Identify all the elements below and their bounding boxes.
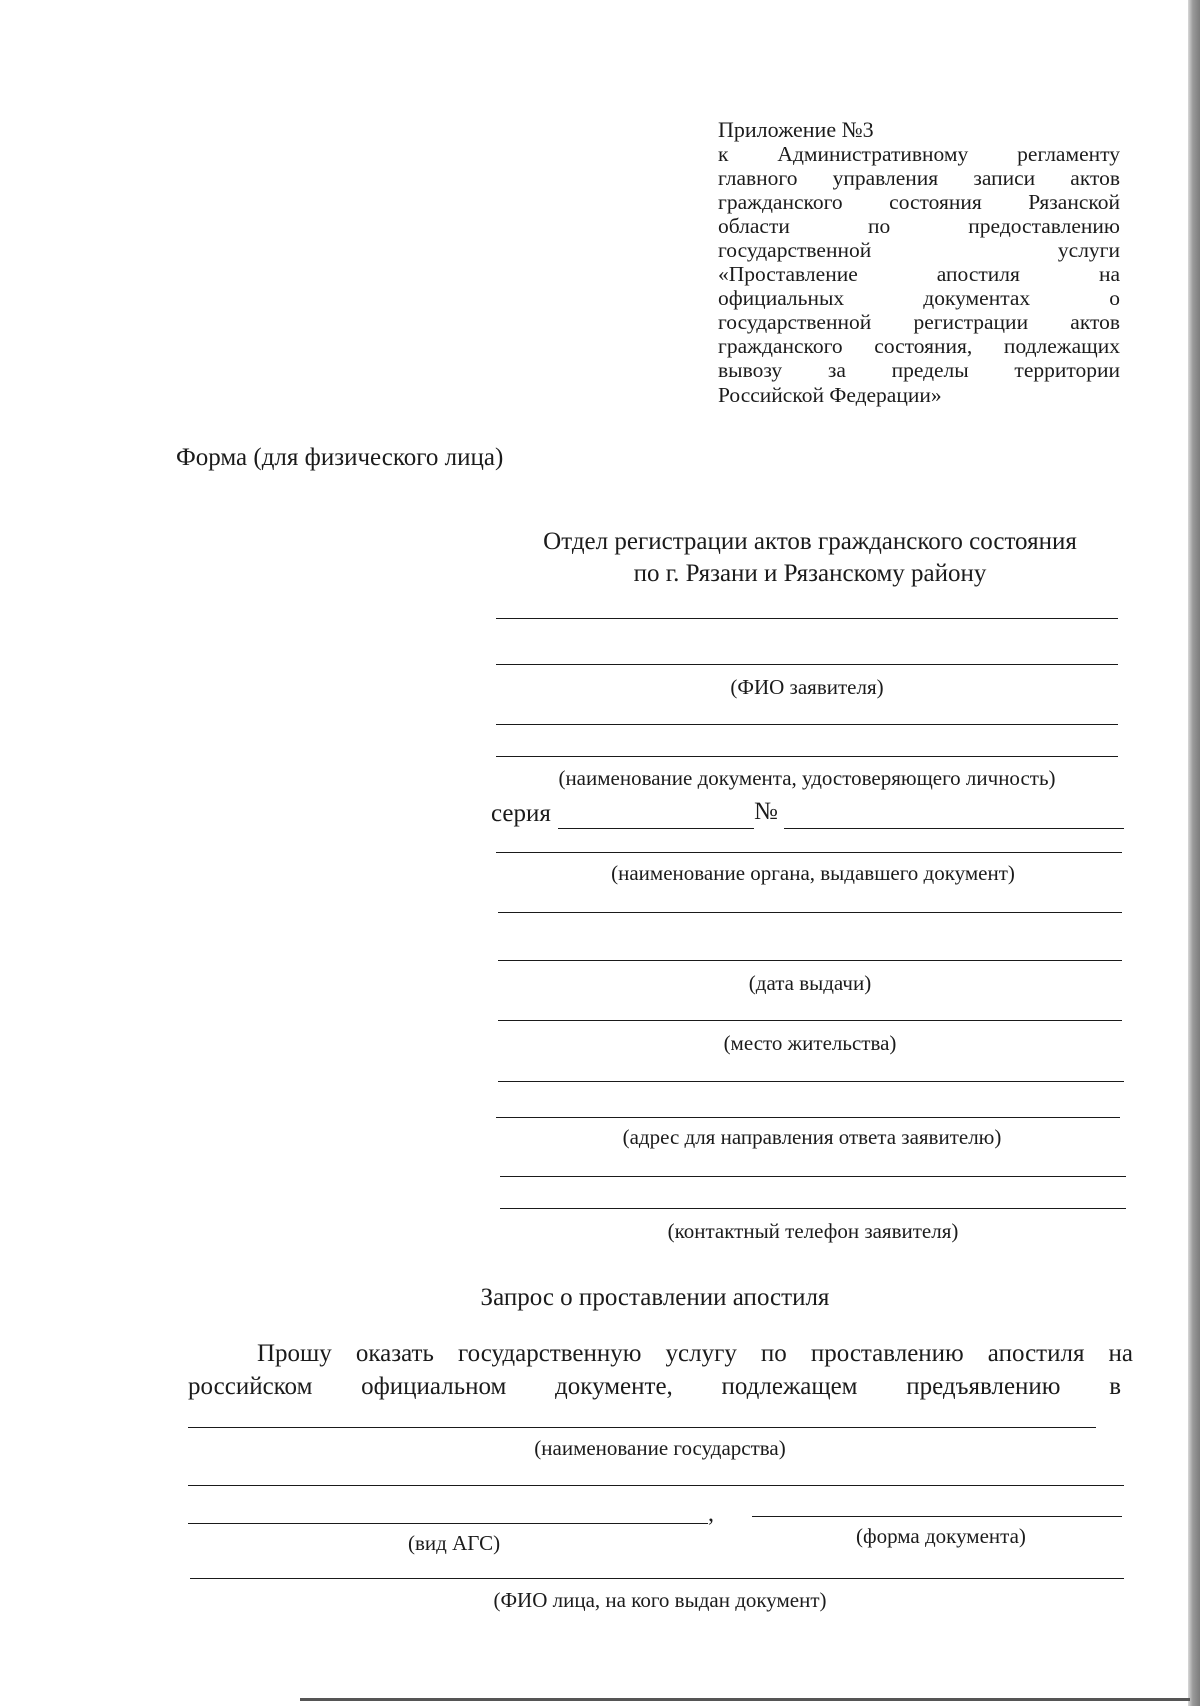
issue-date-caption: (дата выдачи) xyxy=(748,971,872,995)
appendix-line: официальных документах о xyxy=(718,286,1120,310)
phone-caption: (контактный телефон заявителя) xyxy=(667,1219,959,1243)
appendix-line: государственной регистрации актов xyxy=(718,310,1120,334)
applicant-line[interactable] xyxy=(496,664,1118,665)
residence-caption: (место жительства) xyxy=(723,1031,897,1055)
appendix-line: к Административному регламенту xyxy=(718,142,1120,166)
request-para-line-1: Прошу оказать государственную услугу по проставлению апостиля на xyxy=(257,1340,1133,1367)
comma-separator: , xyxy=(708,1501,714,1527)
ags-caption: (вид АГС) xyxy=(408,1531,501,1555)
id-doc-line[interactable] xyxy=(496,756,1118,757)
recipient-line-2: по г. Рязани и Рязанскому району xyxy=(633,560,987,587)
request-heading: Запрос о проставлении апостиля xyxy=(480,1284,830,1311)
fio-caption: (ФИО заявителя) xyxy=(730,675,884,699)
reply-address-line[interactable] xyxy=(498,1081,1124,1082)
issue-date-line[interactable] xyxy=(498,960,1122,961)
reply-address-caption: (адрес для направления ответа заявителю) xyxy=(622,1125,1002,1149)
appendix-line: гражданского состояния, подлежащих xyxy=(718,334,1120,358)
appendix-line: области по предоставлению xyxy=(718,214,1120,238)
appendix-line: «Проставление апостиля на xyxy=(718,262,1120,286)
applicant-line[interactable] xyxy=(496,618,1118,619)
request-para-line-2: российском официальном документе, подлежащем предъявлению в xyxy=(188,1373,1121,1400)
appendix-last-line: Российской Федерации» xyxy=(718,383,942,407)
state-field[interactable] xyxy=(188,1427,1096,1428)
person-field[interactable] xyxy=(190,1578,1124,1579)
appendix-line: государственной услуги xyxy=(718,238,1120,262)
issuer-line[interactable] xyxy=(496,852,1122,853)
residence-line[interactable] xyxy=(498,1020,1122,1021)
phone-line[interactable] xyxy=(500,1208,1126,1209)
scan-edge-bottom xyxy=(300,1698,1190,1701)
series-field[interactable] xyxy=(558,828,754,829)
recipient-line-1: Отдел регистрации актов гражданского состояния xyxy=(543,528,1077,555)
state-caption: (наименование государства) xyxy=(534,1436,786,1460)
ags-line[interactable] xyxy=(188,1485,1124,1486)
appendix-line: вывозу за пределы территории xyxy=(718,358,1120,382)
appendix-line: гражданского состояния Рязанской xyxy=(718,190,1120,214)
form-label: Форма (для физического лица) xyxy=(176,444,504,471)
scan-edge xyxy=(1188,0,1200,1706)
ags-field[interactable] xyxy=(188,1523,708,1524)
appendix-title: Приложение №3 xyxy=(718,117,874,142)
doc-form-caption: (форма документа) xyxy=(856,1524,1026,1548)
phone-line[interactable] xyxy=(500,1176,1126,1177)
issue-date-line[interactable] xyxy=(498,912,1122,913)
doc-form-field[interactable] xyxy=(752,1516,1122,1517)
number-label: № xyxy=(754,798,778,825)
id-doc-caption: (наименование документа, удостоверяющего личность) xyxy=(558,766,1056,790)
issuer-caption: (наименование органа, выдавшего документ) xyxy=(611,861,1015,885)
id-doc-line[interactable] xyxy=(496,724,1118,725)
reply-address-line[interactable] xyxy=(496,1117,1120,1118)
series-label: серия xyxy=(491,800,551,827)
person-caption: (ФИО лица, на кого выдан документ) xyxy=(493,1588,827,1612)
appendix-line: главного управления записи актов xyxy=(718,166,1120,190)
number-field[interactable] xyxy=(784,828,1124,829)
